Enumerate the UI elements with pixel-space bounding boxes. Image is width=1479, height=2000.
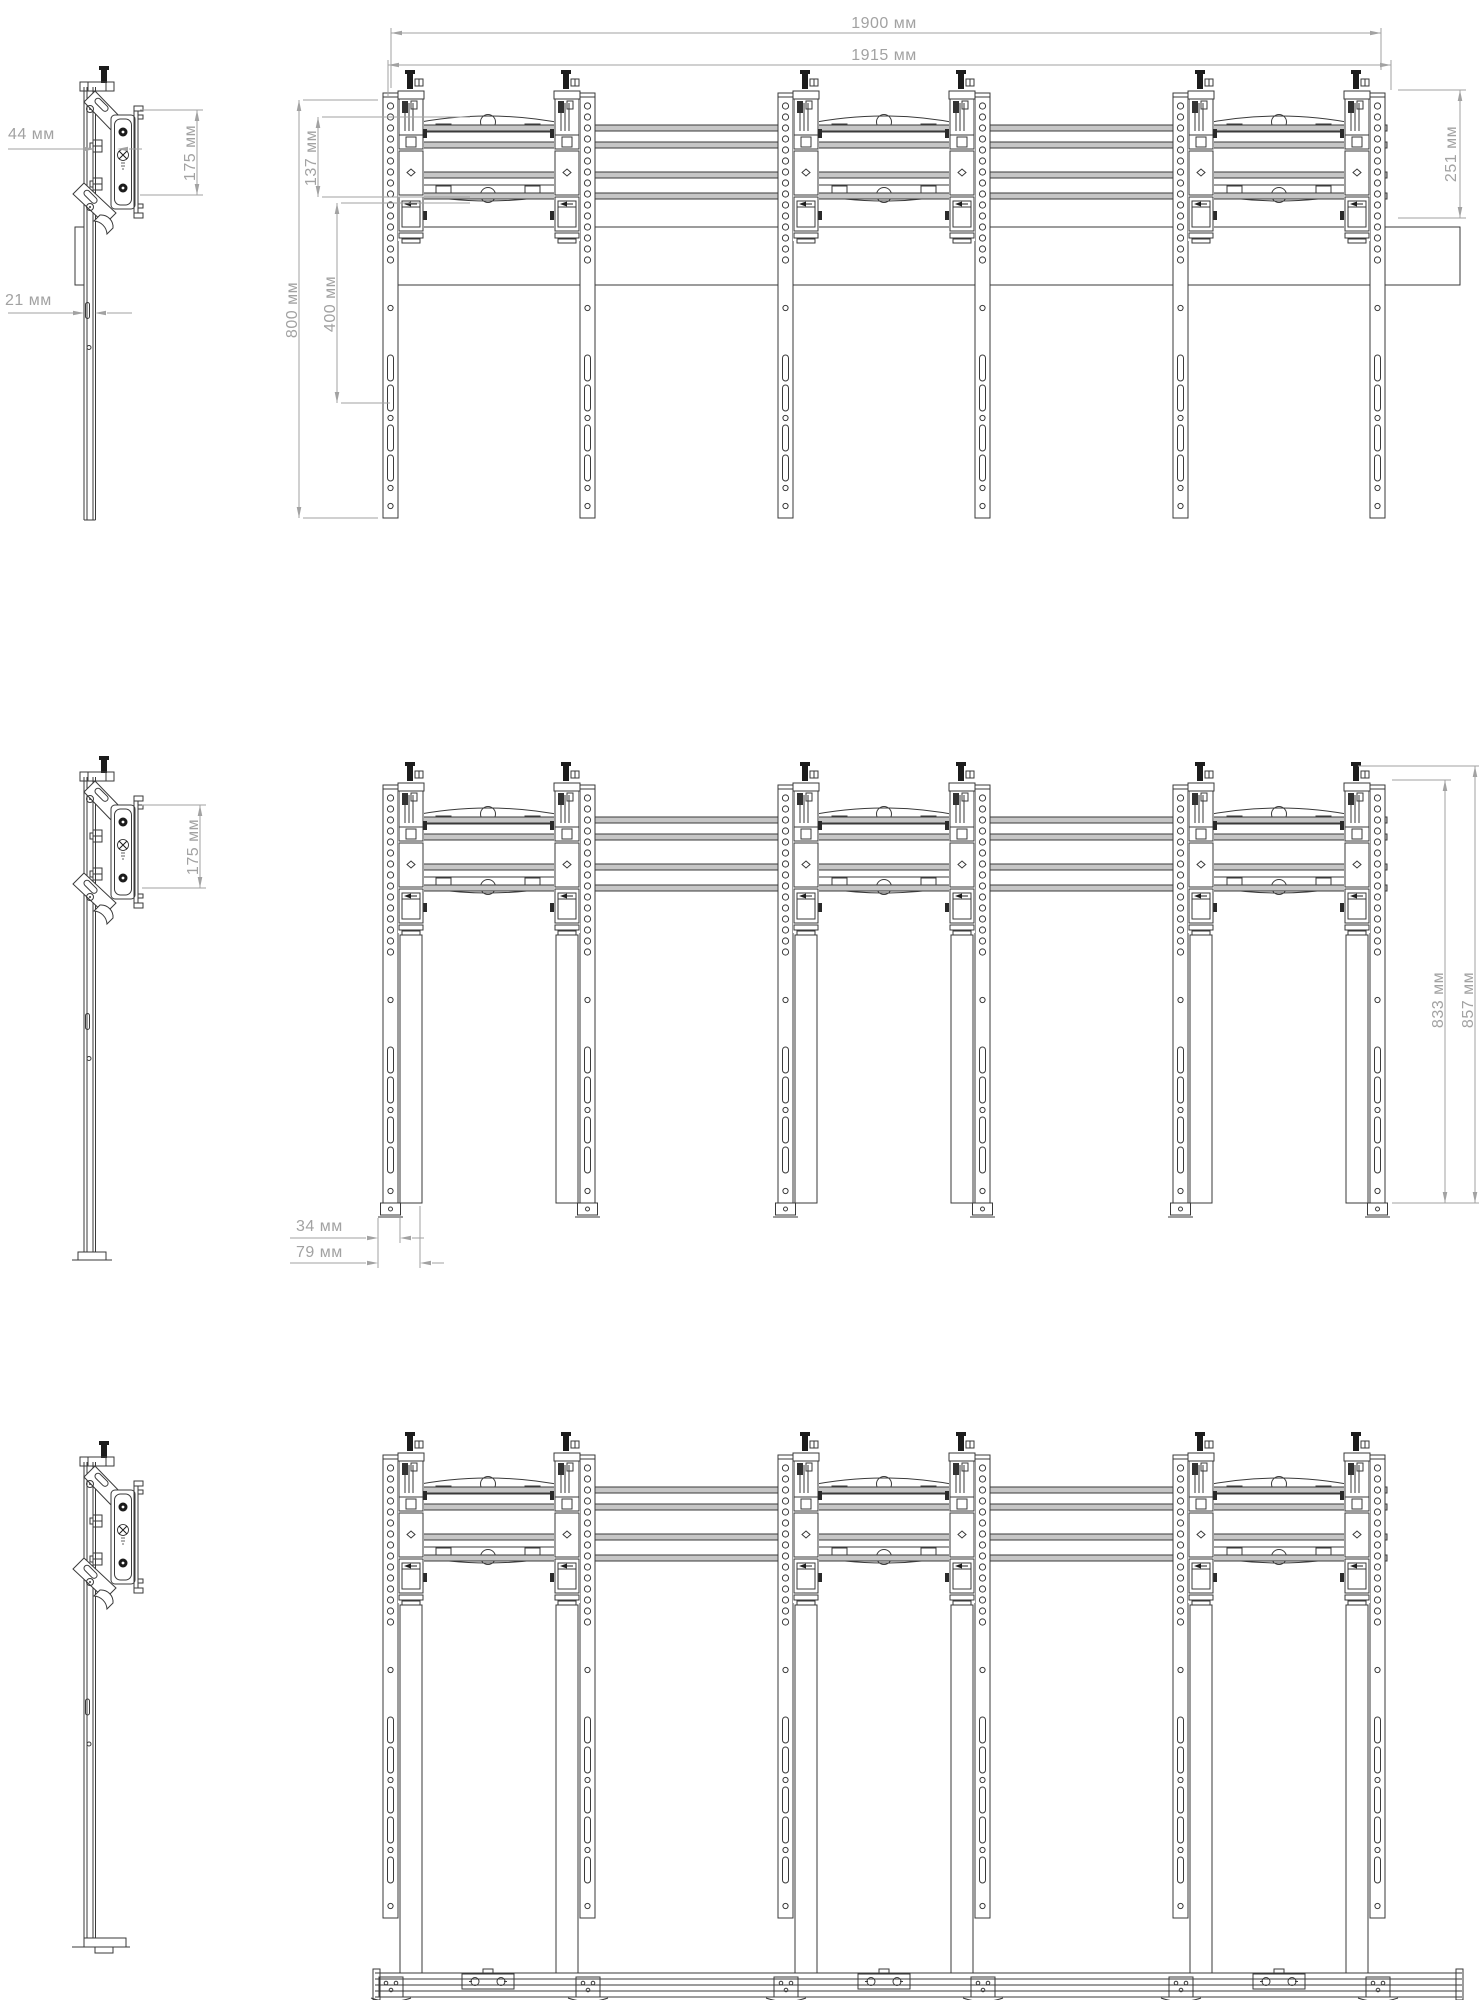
dim-label-rail-height-2: 833 мм (1430, 971, 1447, 1029)
vertical-rail (778, 93, 793, 518)
mounting-bracket (1340, 762, 1370, 935)
vertical-rail (1370, 93, 1385, 518)
floor-rail-top-view (371, 1969, 1463, 2000)
side-view-top (73, 66, 143, 520)
leveling-foot (378, 1203, 403, 1217)
vertical-rail (1370, 1455, 1385, 1918)
mounting-bracket (398, 70, 427, 243)
front-view-middle (378, 762, 1390, 1217)
dim-label-hole-span: 400 мм (322, 275, 339, 333)
leveling-foot (1365, 1203, 1390, 1217)
mounting-bracket (1340, 1432, 1370, 1605)
mounting-bracket (1188, 70, 1217, 243)
leveling-foot (1168, 1203, 1193, 1217)
wall-profile-side (72, 1441, 143, 1953)
vertical-rail (975, 1455, 990, 1918)
mounting-bracket (945, 1432, 975, 1605)
mounting-bracket (550, 70, 580, 243)
vertical-rail (1173, 1455, 1188, 1918)
mounting-bracket (1188, 1432, 1217, 1605)
wall-rail-band (387, 227, 1460, 285)
dim-label-plate-height-2: 175 мм (185, 818, 202, 876)
vertical-rail (975, 93, 990, 518)
leveling-foot (773, 1203, 798, 1217)
floor-leg (400, 935, 422, 1203)
vertical-rail (383, 93, 398, 518)
mounting-bracket (550, 1432, 580, 1605)
mounting-bracket (793, 762, 822, 935)
vertical-rail (383, 785, 398, 1203)
vertical-rail (1173, 93, 1188, 518)
vertical-rail (1173, 785, 1188, 1203)
front-view-top (383, 70, 1460, 518)
dim-label-top-offset: 137 мм (303, 129, 320, 187)
dim-label-width-outer: 1900 мм (851, 15, 917, 32)
floor-leg (795, 1605, 817, 1973)
side-view-bottom (72, 1441, 143, 1953)
vertical-rail (1370, 785, 1385, 1203)
wall-profile-side (73, 66, 143, 520)
mounting-bracket (550, 762, 580, 935)
dim-label-foot-width: 34 мм (296, 1218, 343, 1235)
floor-leg (1346, 1605, 1368, 1973)
floor-leg (556, 1605, 578, 1973)
floor-leg (795, 935, 817, 1203)
floor-leg (556, 935, 578, 1203)
vertical-rail (778, 785, 793, 1203)
vertical-rail (580, 785, 595, 1203)
mounting-bracket (1188, 762, 1217, 935)
dim-label-rail-height-1: 800 мм (284, 281, 301, 339)
floor-leg (1190, 935, 1212, 1203)
wall-profile-side (72, 756, 143, 1260)
dimension-labels-layer (5, 15, 1477, 1261)
dim-label-width-overall: 1915 мм (851, 47, 917, 64)
side-view-middle (72, 756, 143, 1260)
floor-leg (400, 1605, 422, 1973)
mounting-bracket (793, 1432, 822, 1605)
mounting-bracket (945, 70, 975, 243)
mounting-bracket (793, 70, 822, 243)
vertical-rail (383, 1455, 398, 1918)
mounting-bracket (398, 762, 427, 935)
dim-label-plate-height-1: 175 мм (182, 124, 199, 182)
floor-leg (1190, 1605, 1212, 1973)
vertical-rail (778, 1455, 793, 1918)
vertical-rail (580, 93, 595, 518)
dim-label-bracket-height: 251 мм (1443, 125, 1460, 183)
dim-label-bracket-offset: 44 мм (8, 126, 55, 143)
dim-label-foot-depth: 79 мм (296, 1244, 343, 1261)
vertical-rail (580, 1455, 595, 1918)
front-view-bottom (383, 1432, 1387, 1973)
dimension-lines-layer (8, 28, 1479, 1268)
mounting-bracket (945, 762, 975, 935)
leveling-foot (970, 1203, 995, 1217)
dim-label-profile-thickness: 21 мм (5, 292, 52, 309)
dim-label-overall-height: 857 мм (1460, 971, 1477, 1029)
floor-leg (951, 935, 973, 1203)
mounting-bracket (398, 1432, 427, 1605)
floor-leg (951, 1605, 973, 1973)
mounting-bracket (1340, 70, 1370, 243)
vertical-rail (975, 785, 990, 1203)
floor-leg (1346, 935, 1368, 1203)
leveling-foot (575, 1203, 600, 1217)
